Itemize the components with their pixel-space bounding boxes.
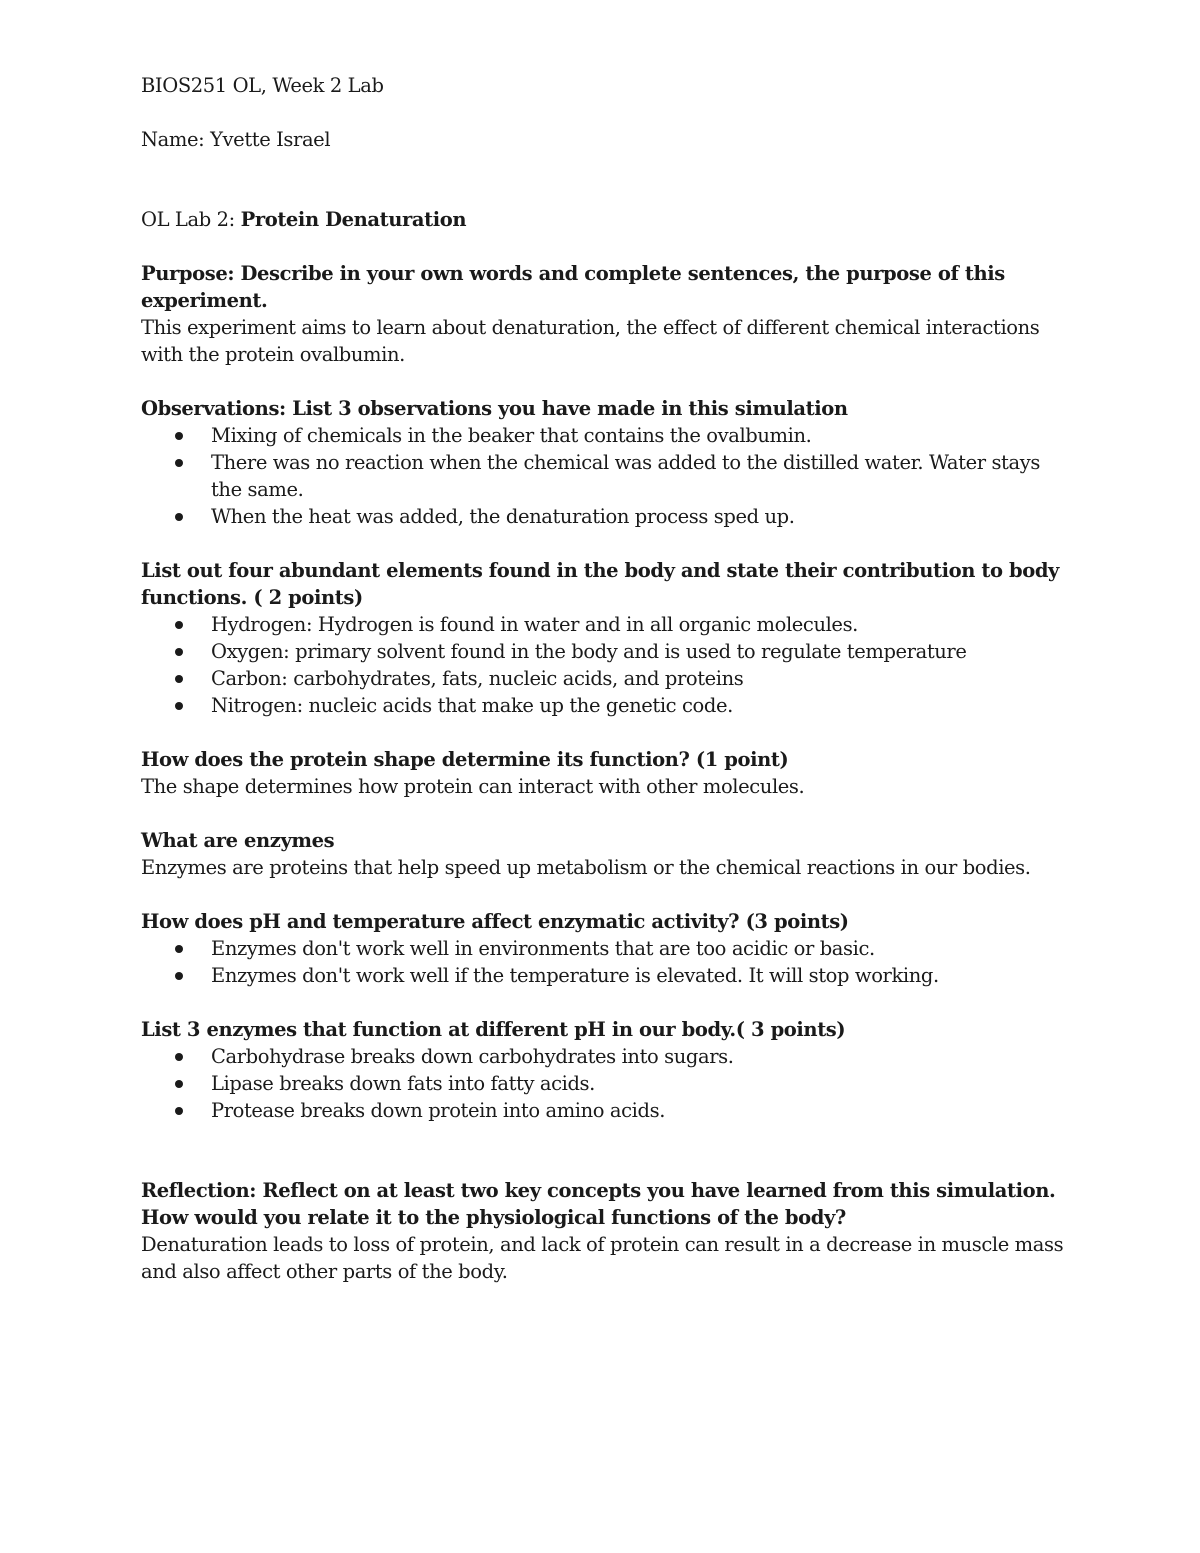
list-item: Oxygen: primary solvent found in the body and is used to regulate temperature bbox=[141, 638, 1071, 665]
spacer bbox=[141, 800, 1071, 827]
student-name: Name: Yvette Israel bbox=[141, 128, 331, 151]
list-item: When the heat was added, the denaturation process sped up. bbox=[141, 503, 1071, 530]
spacer bbox=[141, 368, 1071, 395]
enzymes-answer: Enzymes are proteins that help speed up metabolism or the chemical reactions in our bodies. bbox=[141, 856, 1031, 879]
list-item: Lipase breaks down fats into fatty acids. bbox=[141, 1070, 1071, 1097]
purpose-question: Purpose: Describe in your own words and complete sentences, the purpose of this experiment. bbox=[141, 262, 1005, 312]
list-item: Enzymes don't work well in environments that are too acidic or basic. bbox=[141, 935, 1071, 962]
list-item: Mixing of chemicals in the beaker that contains the ovalbumin. bbox=[141, 422, 1071, 449]
protein-shape-answer: The shape determines how protein can interact with other molecules. bbox=[141, 775, 805, 798]
lab-title-prefix: OL Lab 2: bbox=[141, 208, 241, 231]
reflection-question: Reflection: Reflect on at least two key concepts you have learned from this simulation. How would you relate it to the physiological functions of the body? bbox=[141, 1179, 1056, 1229]
observations-list bbox=[141, 422, 1071, 530]
list-item: Nitrogen: nucleic acids that make up the genetic code. bbox=[141, 692, 1071, 719]
enzymes-ph-question: List 3 enzymes that function at different pH in our body.( 3 points) bbox=[141, 1018, 846, 1041]
spacer bbox=[141, 530, 1071, 557]
spacer bbox=[141, 989, 1071, 1016]
spacer bbox=[141, 233, 1071, 260]
list-item: Carbon: carbohydrates, fats, nucleic acids, and proteins bbox=[141, 665, 1071, 692]
purpose-answer: This experiment aims to learn about denaturation, the effect of different chemical interactions with the protein ovalbumin. bbox=[141, 316, 1040, 366]
elements-question: List out four abundant elements found in the body and state their contribution to body functions. ( 2 points) bbox=[141, 559, 1059, 609]
ph-temperature-list bbox=[141, 935, 1071, 989]
enzymes-question: What are enzymes bbox=[141, 829, 335, 852]
enzymes-ph-list bbox=[141, 1043, 1071, 1124]
course-header: BIOS251 OL, Week 2 Lab bbox=[141, 74, 384, 97]
reflection-answer: Denaturation leads to loss of protein, and lack of protein can result in a decrease in muscle mass and also affect other parts of the body. bbox=[141, 1233, 1064, 1283]
observations-question: Observations: List 3 observations you have made in this simulation bbox=[141, 397, 848, 420]
list-item: Carbohydrase breaks down carbohydrates into sugars. bbox=[141, 1043, 1071, 1070]
ph-temperature-question: How does pH and temperature affect enzymatic activity? (3 points) bbox=[141, 910, 849, 933]
spacer bbox=[141, 1124, 1071, 1177]
lab-title-line bbox=[141, 206, 1071, 233]
lab-title: Protein Denaturation bbox=[240, 208, 467, 231]
list-item: Protease breaks down protein into amino acids. bbox=[141, 1097, 1071, 1124]
spacer bbox=[141, 881, 1071, 908]
protein-shape-question: How does the protein shape determine its function? (1 point) bbox=[141, 748, 789, 771]
elements-list bbox=[141, 611, 1071, 719]
list-item: Enzymes don't work well if the temperature is elevated. It will stop working. bbox=[141, 962, 1071, 989]
spacer bbox=[141, 719, 1071, 746]
document-page bbox=[141, 72, 1071, 1285]
spacer bbox=[141, 153, 1071, 206]
list-item: Hydrogen: Hydrogen is found in water and in all organic molecules. bbox=[141, 611, 1071, 638]
spacer bbox=[141, 99, 1071, 126]
list-item: There was no reaction when the chemical was added to the distilled water. Water stays the same. bbox=[141, 449, 1071, 503]
